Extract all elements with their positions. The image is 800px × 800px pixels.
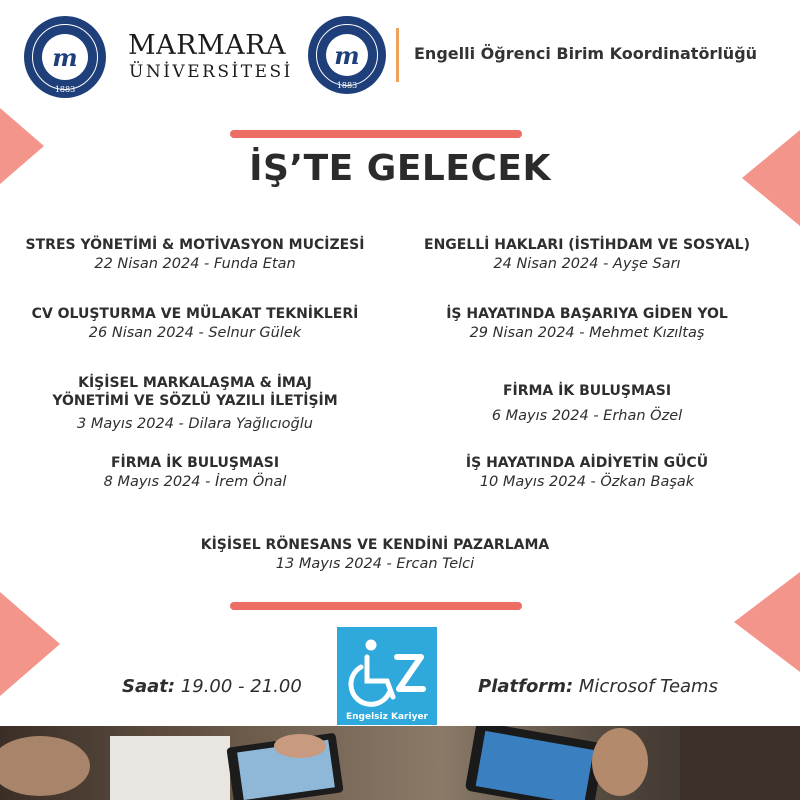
seal-year: 1883	[336, 81, 358, 90]
left-upper-triangle	[0, 108, 44, 184]
event-item	[402, 236, 772, 274]
brand-name-line1: MARMARA	[128, 30, 286, 61]
event-item	[10, 305, 380, 343]
wheelchair-icon	[337, 627, 437, 711]
bottom-accent-bar	[230, 602, 522, 610]
event-title: FİRMA İK BULUŞMASI	[110, 455, 280, 471]
event-title: KİŞİSEL RÖNESANS VE KENDİNİ PAZARLAMA	[200, 537, 550, 553]
event-title: KİŞİSEL MARKALAŞMA & İMAJ	[78, 375, 312, 391]
platform-info	[478, 676, 718, 697]
event-detail: 26 Nisan 2024 - Selnur Gülek	[88, 325, 302, 341]
event-item	[10, 374, 380, 434]
seal-mark: m	[334, 40, 360, 70]
right-upper-triangle	[742, 130, 800, 226]
event-title: CV OLUŞTURMA VE MÜLAKAT TEKNİKLERİ	[31, 306, 359, 322]
event-detail: 6 Mayıs 2024 - Erhan Özel	[491, 408, 683, 424]
event-title: FİRMA İK BULUŞMASI	[502, 383, 672, 399]
event-item	[150, 536, 600, 574]
event-title: ENGELLİ HAKLARI (İSTİHDAM VE SOSYAL)	[424, 237, 750, 253]
seal-year: 1883	[54, 85, 76, 94]
event-item	[10, 236, 380, 274]
logo-caption: Engelsiz Kariyer	[346, 712, 428, 722]
page-title: İŞ’TE GELECEK	[249, 148, 551, 189]
workspace-photo	[0, 726, 800, 800]
time-label: Saat:	[122, 676, 176, 697]
right-lower-triangle	[734, 572, 800, 672]
event-detail: 24 Nisan 2024 - Ayşe Sarı	[493, 256, 681, 272]
event-item	[402, 454, 772, 492]
coordination-title: Engelli Öğrenci Birim Koordinatörlüğü	[414, 44, 758, 63]
left-lower-triangle	[0, 592, 60, 696]
event-detail: 22 Nisan 2024 - Funda Etan	[94, 256, 296, 272]
platform-value: Microsof Teams	[578, 676, 718, 697]
event-item	[10, 454, 380, 492]
platform-label: Platform:	[478, 676, 574, 697]
seal-mark: m	[52, 42, 78, 72]
event-item	[402, 382, 772, 426]
time-info	[122, 676, 302, 697]
engelsiz-kariyer-logo	[337, 627, 437, 725]
event-detail: 10 Mayıs 2024 - Özkan Başak	[479, 474, 695, 490]
university-seal-left	[24, 16, 106, 98]
event-detail: 8 Mayıs 2024 - İrem Önal	[103, 474, 287, 490]
time-value: 19.00 - 21.00	[180, 676, 302, 697]
event-title: YÖNETİMİ VE SÖZLÜ YAZILI İLETİŞİM	[52, 393, 338, 409]
event-detail: 13 Mayıs 2024 - Ercan Telci	[275, 556, 475, 572]
event-title: İŞ HAYATINDA AİDİYETİN GÜCÜ	[465, 455, 709, 471]
event-title: STRES YÖNETİMİ & MOTİVASYON MUCİZESİ	[25, 237, 365, 253]
header-divider	[396, 28, 399, 82]
event-detail: 3 Mayıs 2024 - Dilara Yağlıcıoğlu	[77, 416, 313, 432]
university-seal-right	[308, 16, 386, 94]
brand-name-line2: ÜNİVERSİTESİ	[129, 62, 293, 82]
event-detail: 29 Nisan 2024 - Mehmet Kızıltaş	[469, 325, 705, 341]
event-item	[402, 305, 772, 343]
top-accent-bar	[230, 130, 522, 138]
event-title: İŞ HAYATINDA BAŞARIYA GİDEN YOL	[446, 306, 728, 322]
